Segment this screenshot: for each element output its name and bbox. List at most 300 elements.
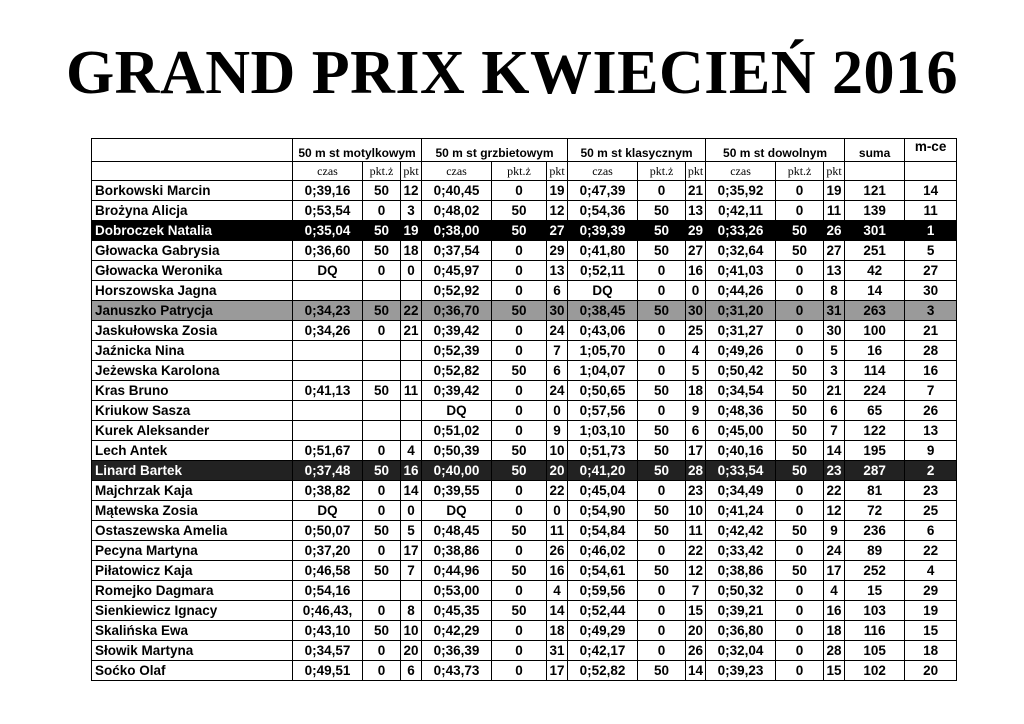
cell-freestyle-time: 0;36,80 (706, 621, 776, 641)
cell-breaststroke-bonus: 50 (638, 421, 686, 441)
cell-backstroke-bonus: 0 (492, 481, 547, 501)
cell-place: 30 (905, 281, 957, 301)
cell-backstroke-points: 9 (547, 421, 568, 441)
table-row (92, 301, 957, 321)
table-row (92, 521, 957, 541)
swimmer-name: Sienkiewicz Ignacy (92, 601, 293, 621)
cell-freestyle-points: 27 (824, 241, 845, 261)
cell-backstroke-time: 0;39,55 (422, 481, 492, 501)
swimmer-name: Brożyna Alicja (92, 201, 293, 221)
cell-freestyle-bonus: 50 (776, 361, 824, 381)
cell-breaststroke-points: 16 (686, 261, 706, 281)
cell-backstroke-time: 0;53,00 (422, 581, 492, 601)
cell-place: 23 (905, 481, 957, 501)
cell-backstroke-points: 12 (547, 201, 568, 221)
swimmer-name: Romejko Dagmara (92, 581, 293, 601)
cell-freestyle-bonus: 50 (776, 461, 824, 481)
cell-backstroke-bonus: 0 (492, 421, 547, 441)
cell-place: 9 (905, 441, 957, 461)
cell-backstroke-points: 31 (547, 641, 568, 661)
cell-butterfly-time: DQ (293, 501, 363, 521)
table-row (92, 621, 957, 641)
cell-place: 14 (905, 181, 957, 201)
cell-backstroke-bonus: 0 (492, 641, 547, 661)
cell-backstroke-bonus: 0 (492, 181, 547, 201)
table-row (92, 561, 957, 581)
cell-total-points: 263 (845, 301, 905, 321)
cell-backstroke-points: 13 (547, 261, 568, 281)
cell-breaststroke-bonus: 50 (638, 381, 686, 401)
header-sub-points: pkt (686, 162, 706, 181)
cell-backstroke-bonus: 0 (492, 661, 547, 681)
cell-breaststroke-points: 17 (686, 441, 706, 461)
cell-breaststroke-points: 13 (686, 201, 706, 221)
cell-freestyle-time: 0;31,20 (706, 301, 776, 321)
cell-total-points: 287 (845, 461, 905, 481)
cell-freestyle-bonus: 50 (776, 521, 824, 541)
cell-butterfly-points: 18 (401, 241, 422, 261)
cell-freestyle-points: 13 (824, 261, 845, 281)
header-event-backstroke: 50 m st grzbietowym (422, 139, 568, 162)
cell-butterfly-points: 17 (401, 541, 422, 561)
cell-place: 29 (905, 581, 957, 601)
cell-freestyle-points: 21 (824, 381, 845, 401)
cell-total-points: 65 (845, 401, 905, 421)
table-row (92, 341, 957, 361)
cell-breaststroke-time: 0;46,02 (568, 541, 638, 561)
swimmer-name: Borkowski Marcin (92, 181, 293, 201)
cell-butterfly-bonus: 50 (363, 561, 401, 581)
swimmer-name: Lech Antek (92, 441, 293, 461)
swimmer-name: Jaźnicka Nina (92, 341, 293, 361)
cell-breaststroke-time: 0;38,45 (568, 301, 638, 321)
cell-backstroke-points: 6 (547, 281, 568, 301)
table-row (92, 221, 957, 241)
cell-breaststroke-time: 0;42,17 (568, 641, 638, 661)
cell-freestyle-bonus: 0 (776, 261, 824, 281)
cell-breaststroke-bonus: 0 (638, 581, 686, 601)
cell-backstroke-points: 27 (547, 221, 568, 241)
cell-freestyle-points: 18 (824, 621, 845, 641)
swimmer-name: Kras Bruno (92, 381, 293, 401)
cell-butterfly-time (293, 281, 363, 301)
cell-total-points: 105 (845, 641, 905, 661)
cell-freestyle-bonus: 50 (776, 421, 824, 441)
cell-butterfly-points: 5 (401, 521, 422, 541)
header-sub-bonus: pkt.ż (638, 162, 686, 181)
cell-backstroke-bonus: 0 (492, 321, 547, 341)
header-empty-cell (905, 162, 957, 181)
cell-butterfly-points: 0 (401, 261, 422, 281)
cell-total-points: 252 (845, 561, 905, 581)
cell-freestyle-points: 8 (824, 281, 845, 301)
cell-butterfly-time: 0;34,23 (293, 301, 363, 321)
cell-butterfly-bonus: 50 (363, 521, 401, 541)
cell-backstroke-points: 16 (547, 561, 568, 581)
cell-place: 15 (905, 621, 957, 641)
cell-freestyle-points: 26 (824, 221, 845, 241)
cell-freestyle-bonus: 0 (776, 661, 824, 681)
swimmer-name: Kurek Aleksander (92, 421, 293, 441)
cell-breaststroke-time: 0;54,36 (568, 201, 638, 221)
cell-freestyle-bonus: 50 (776, 381, 824, 401)
cell-backstroke-bonus: 50 (492, 201, 547, 221)
cell-freestyle-time: 0;32,04 (706, 641, 776, 661)
cell-place: 5 (905, 241, 957, 261)
cell-breaststroke-points: 27 (686, 241, 706, 261)
cell-butterfly-time (293, 361, 363, 381)
cell-butterfly-time: 0;34,57 (293, 641, 363, 661)
header-empty-cell (92, 139, 293, 162)
cell-butterfly-bonus: 50 (363, 381, 401, 401)
cell-butterfly-points: 11 (401, 381, 422, 401)
cell-breaststroke-time: 1;04,07 (568, 361, 638, 381)
cell-backstroke-bonus: 0 (492, 261, 547, 281)
cell-backstroke-bonus: 50 (492, 441, 547, 461)
cell-freestyle-points: 30 (824, 321, 845, 341)
table-row (92, 421, 957, 441)
cell-butterfly-time: 0;50,07 (293, 521, 363, 541)
cell-freestyle-points: 14 (824, 441, 845, 461)
cell-butterfly-points: 20 (401, 641, 422, 661)
table-row (92, 461, 957, 481)
cell-freestyle-points: 17 (824, 561, 845, 581)
cell-breaststroke-time: 0;41,20 (568, 461, 638, 481)
cell-backstroke-time: 0;43,73 (422, 661, 492, 681)
cell-backstroke-time: 0;38,86 (422, 541, 492, 561)
swimmer-name: Dobroczek Natalia (92, 221, 293, 241)
table-row (92, 501, 957, 521)
cell-breaststroke-time: 0;57,56 (568, 401, 638, 421)
cell-breaststroke-bonus: 50 (638, 201, 686, 221)
cell-butterfly-time: 0;37,48 (293, 461, 363, 481)
table-row (92, 381, 957, 401)
cell-freestyle-time: 0;50,42 (706, 361, 776, 381)
cell-total-points: 121 (845, 181, 905, 201)
cell-freestyle-bonus: 0 (776, 481, 824, 501)
cell-place: 28 (905, 341, 957, 361)
cell-breaststroke-bonus: 50 (638, 301, 686, 321)
cell-backstroke-time: 0;40,00 (422, 461, 492, 481)
cell-backstroke-bonus: 0 (492, 281, 547, 301)
cell-freestyle-time: 0;44,26 (706, 281, 776, 301)
cell-breaststroke-bonus: 50 (638, 661, 686, 681)
cell-place: 1 (905, 221, 957, 241)
cell-freestyle-time: 0;33,54 (706, 461, 776, 481)
cell-freestyle-points: 16 (824, 601, 845, 621)
cell-backstroke-time: 0;51,02 (422, 421, 492, 441)
cell-place: 26 (905, 401, 957, 421)
cell-place: 11 (905, 201, 957, 221)
cell-butterfly-bonus: 50 (363, 181, 401, 201)
swimmer-name: Piłatowicz Kaja (92, 561, 293, 581)
cell-breaststroke-points: 12 (686, 561, 706, 581)
cell-freestyle-time: 0;38,86 (706, 561, 776, 581)
cell-freestyle-time: 0;40,16 (706, 441, 776, 461)
cell-backstroke-points: 20 (547, 461, 568, 481)
cell-backstroke-points: 0 (547, 501, 568, 521)
cell-freestyle-time: 0;45,00 (706, 421, 776, 441)
cell-butterfly-time: 0;49,51 (293, 661, 363, 681)
cell-freestyle-points: 24 (824, 541, 845, 561)
cell-butterfly-bonus: 0 (363, 481, 401, 501)
cell-breaststroke-points: 23 (686, 481, 706, 501)
header-sub-points: pkt (401, 162, 422, 181)
cell-backstroke-time: 0;48,02 (422, 201, 492, 221)
cell-butterfly-time: DQ (293, 261, 363, 281)
cell-breaststroke-bonus: 0 (638, 601, 686, 621)
cell-total-points: 122 (845, 421, 905, 441)
cell-place: 7 (905, 381, 957, 401)
cell-place: 20 (905, 661, 957, 681)
cell-freestyle-bonus: 0 (776, 641, 824, 661)
cell-butterfly-points: 10 (401, 621, 422, 641)
header-sub-time: czas (293, 162, 363, 181)
cell-butterfly-time: 0;53,54 (293, 201, 363, 221)
swimmer-name: Głowacka Weronika (92, 261, 293, 281)
cell-backstroke-points: 29 (547, 241, 568, 261)
cell-butterfly-bonus: 50 (363, 301, 401, 321)
cell-butterfly-bonus: 50 (363, 621, 401, 641)
cell-place: 3 (905, 301, 957, 321)
cell-backstroke-time: 0;42,29 (422, 621, 492, 641)
cell-breaststroke-bonus: 50 (638, 461, 686, 481)
cell-total-points: 301 (845, 221, 905, 241)
cell-butterfly-time: 0;43,10 (293, 621, 363, 641)
cell-freestyle-bonus: 0 (776, 301, 824, 321)
cell-breaststroke-bonus: 0 (638, 341, 686, 361)
cell-total-points: 100 (845, 321, 905, 341)
cell-backstroke-points: 17 (547, 661, 568, 681)
cell-breaststroke-time: 0;52,82 (568, 661, 638, 681)
cell-place: 4 (905, 561, 957, 581)
table-header (92, 139, 957, 181)
header-row-sub (92, 162, 957, 181)
table-body (92, 181, 957, 681)
cell-butterfly-time (293, 421, 363, 441)
cell-butterfly-bonus: 50 (363, 221, 401, 241)
cell-butterfly-points: 8 (401, 601, 422, 621)
swimmer-name: Majchrzak Kaja (92, 481, 293, 501)
cell-backstroke-points: 7 (547, 341, 568, 361)
cell-breaststroke-points: 22 (686, 541, 706, 561)
cell-breaststroke-bonus: 50 (638, 221, 686, 241)
cell-backstroke-bonus: 0 (492, 621, 547, 641)
cell-backstroke-time: 0;44,96 (422, 561, 492, 581)
cell-breaststroke-time: DQ (568, 281, 638, 301)
cell-butterfly-points (401, 341, 422, 361)
cell-freestyle-points: 9 (824, 521, 845, 541)
cell-freestyle-bonus: 0 (776, 541, 824, 561)
cell-butterfly-bonus (363, 341, 401, 361)
cell-breaststroke-bonus: 50 (638, 241, 686, 261)
cell-backstroke-bonus: 0 (492, 581, 547, 601)
cell-freestyle-bonus: 0 (776, 601, 824, 621)
cell-backstroke-bonus: 0 (492, 381, 547, 401)
cell-freestyle-time: 0;39,21 (706, 601, 776, 621)
swimmer-name: Kriukow Sasza (92, 401, 293, 421)
header-empty-cell (92, 162, 293, 181)
table-row (92, 661, 957, 681)
cell-freestyle-time: 0;32,64 (706, 241, 776, 261)
cell-freestyle-time: 0;33,26 (706, 221, 776, 241)
cell-breaststroke-time: 0;52,44 (568, 601, 638, 621)
cell-breaststroke-points: 5 (686, 361, 706, 381)
cell-breaststroke-points: 11 (686, 521, 706, 541)
cell-butterfly-points: 4 (401, 441, 422, 461)
cell-backstroke-time: DQ (422, 501, 492, 521)
cell-total-points: 224 (845, 381, 905, 401)
cell-freestyle-points: 4 (824, 581, 845, 601)
cell-breaststroke-time: 0;54,84 (568, 521, 638, 541)
header-row-events (92, 139, 957, 162)
cell-freestyle-points: 11 (824, 201, 845, 221)
cell-freestyle-bonus: 50 (776, 221, 824, 241)
cell-butterfly-time: 0;39,16 (293, 181, 363, 201)
cell-backstroke-points: 19 (547, 181, 568, 201)
header-place: m-ce (905, 139, 957, 162)
cell-total-points: 42 (845, 261, 905, 281)
cell-freestyle-bonus: 0 (776, 281, 824, 301)
cell-freestyle-bonus: 50 (776, 561, 824, 581)
cell-backstroke-points: 24 (547, 381, 568, 401)
swimmer-name: Mątewska Zosia (92, 501, 293, 521)
cell-freestyle-points: 5 (824, 341, 845, 361)
cell-breaststroke-bonus: 0 (638, 541, 686, 561)
header-sub-bonus: pkt.ż (492, 162, 547, 181)
results-table (91, 138, 957, 681)
header-event-breaststroke: 50 m st klasycznym (568, 139, 706, 162)
cell-butterfly-bonus: 0 (363, 441, 401, 461)
table-row (92, 281, 957, 301)
swimmer-name: Skalińska Ewa (92, 621, 293, 641)
cell-backstroke-points: 18 (547, 621, 568, 641)
cell-butterfly-time: 0;46,58 (293, 561, 363, 581)
table-row (92, 401, 957, 421)
cell-total-points: 15 (845, 581, 905, 601)
cell-backstroke-time: DQ (422, 401, 492, 421)
cell-backstroke-points: 14 (547, 601, 568, 621)
swimmer-name: Głowacka Gabrysia (92, 241, 293, 261)
cell-butterfly-points (401, 281, 422, 301)
cell-freestyle-time: 0;50,32 (706, 581, 776, 601)
cell-breaststroke-points: 10 (686, 501, 706, 521)
cell-butterfly-bonus (363, 401, 401, 421)
cell-butterfly-bonus (363, 421, 401, 441)
cell-butterfly-bonus: 0 (363, 201, 401, 221)
cell-backstroke-time: 0;45,35 (422, 601, 492, 621)
table-row (92, 241, 957, 261)
cell-butterfly-points: 22 (401, 301, 422, 321)
cell-place: 22 (905, 541, 957, 561)
cell-breaststroke-bonus: 50 (638, 521, 686, 541)
cell-freestyle-points: 23 (824, 461, 845, 481)
cell-breaststroke-points: 14 (686, 661, 706, 681)
cell-backstroke-points: 24 (547, 321, 568, 341)
cell-butterfly-points: 16 (401, 461, 422, 481)
cell-breaststroke-points: 20 (686, 621, 706, 641)
cell-backstroke-bonus: 0 (492, 241, 547, 261)
cell-backstroke-points: 26 (547, 541, 568, 561)
cell-freestyle-bonus: 50 (776, 401, 824, 421)
cell-backstroke-points: 4 (547, 581, 568, 601)
cell-freestyle-points: 15 (824, 661, 845, 681)
cell-total-points: 89 (845, 541, 905, 561)
cell-breaststroke-time: 0;51,73 (568, 441, 638, 461)
cell-breaststroke-points: 21 (686, 181, 706, 201)
cell-backstroke-time: 0;36,70 (422, 301, 492, 321)
cell-breaststroke-bonus: 0 (638, 621, 686, 641)
cell-butterfly-bonus (363, 361, 401, 381)
header-sub-bonus: pkt.ż (363, 162, 401, 181)
cell-butterfly-points: 3 (401, 201, 422, 221)
cell-total-points: 72 (845, 501, 905, 521)
swimmer-name: Linard Bartek (92, 461, 293, 481)
cell-backstroke-points: 10 (547, 441, 568, 461)
cell-breaststroke-time: 0;49,29 (568, 621, 638, 641)
cell-breaststroke-time: 0;54,90 (568, 501, 638, 521)
cell-breaststroke-points: 9 (686, 401, 706, 421)
cell-butterfly-bonus: 0 (363, 641, 401, 661)
cell-place: 27 (905, 261, 957, 281)
cell-backstroke-time: 0;48,45 (422, 521, 492, 541)
cell-backstroke-points: 11 (547, 521, 568, 541)
cell-breaststroke-time: 0;59,56 (568, 581, 638, 601)
cell-place: 16 (905, 361, 957, 381)
cell-place: 2 (905, 461, 957, 481)
cell-butterfly-points: 19 (401, 221, 422, 241)
cell-butterfly-points: 12 (401, 181, 422, 201)
cell-backstroke-bonus: 0 (492, 501, 547, 521)
cell-butterfly-points: 21 (401, 321, 422, 341)
cell-butterfly-time: 0;37,20 (293, 541, 363, 561)
cell-breaststroke-points: 6 (686, 421, 706, 441)
cell-butterfly-bonus: 0 (363, 321, 401, 341)
cell-breaststroke-points: 0 (686, 281, 706, 301)
table-row (92, 441, 957, 461)
swimmer-name: Januszko Patrycja (92, 301, 293, 321)
cell-freestyle-bonus: 0 (776, 201, 824, 221)
cell-butterfly-bonus (363, 281, 401, 301)
cell-freestyle-points: 3 (824, 361, 845, 381)
cell-breaststroke-bonus: 50 (638, 561, 686, 581)
cell-total-points: 236 (845, 521, 905, 541)
header-sub-time: czas (706, 162, 776, 181)
cell-breaststroke-bonus: 50 (638, 501, 686, 521)
cell-backstroke-time: 0;39,42 (422, 381, 492, 401)
swimmer-name: Słowik Martyna (92, 641, 293, 661)
cell-breaststroke-time: 0;39,39 (568, 221, 638, 241)
cell-breaststroke-points: 29 (686, 221, 706, 241)
cell-breaststroke-bonus: 0 (638, 361, 686, 381)
cell-butterfly-points: 0 (401, 501, 422, 521)
cell-breaststroke-points: 18 (686, 381, 706, 401)
cell-place: 21 (905, 321, 957, 341)
cell-freestyle-points: 31 (824, 301, 845, 321)
cell-backstroke-points: 0 (547, 401, 568, 421)
table-row (92, 261, 957, 281)
cell-breaststroke-time: 0;54,61 (568, 561, 638, 581)
cell-backstroke-bonus: 50 (492, 561, 547, 581)
cell-breaststroke-points: 30 (686, 301, 706, 321)
cell-total-points: 103 (845, 601, 905, 621)
swimmer-name: Pecyna Martyna (92, 541, 293, 561)
cell-breaststroke-time: 0;52,11 (568, 261, 638, 281)
cell-breaststroke-bonus: 0 (638, 281, 686, 301)
swimmer-name: Jaskułowska Zosia (92, 321, 293, 341)
cell-freestyle-points: 28 (824, 641, 845, 661)
cell-freestyle-time: 0;42,42 (706, 521, 776, 541)
